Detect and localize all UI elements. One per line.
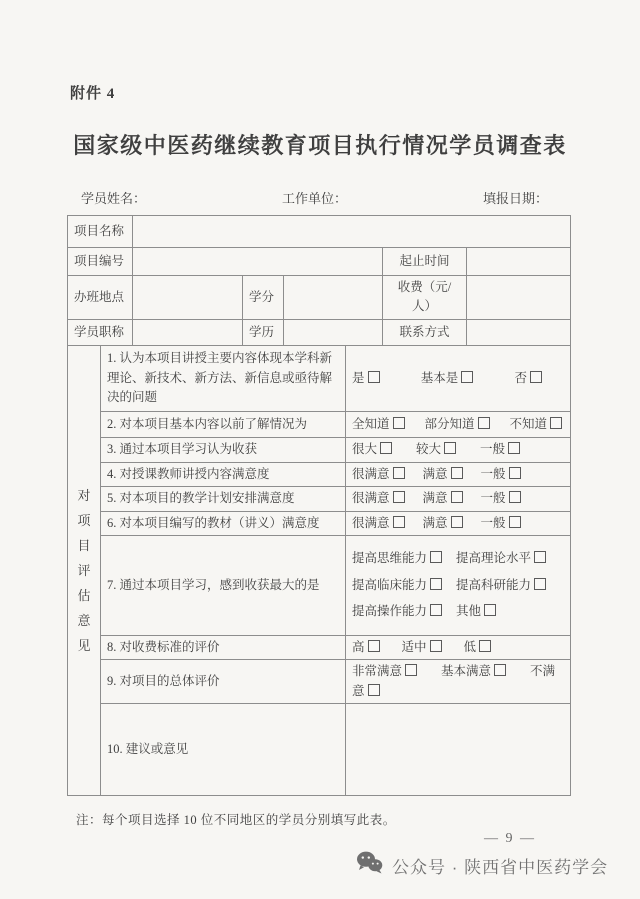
question-row-10 bbox=[68, 704, 571, 796]
checkbox-option[interactable]: 很满意 bbox=[352, 514, 405, 533]
question-10: 10. 建议或意见 bbox=[101, 704, 346, 796]
checkbox-icon[interactable] bbox=[368, 640, 380, 652]
checkbox-icon[interactable] bbox=[430, 604, 442, 616]
checkbox-option[interactable]: 提高临床能力 bbox=[352, 576, 442, 595]
question-6: 6. 对本项目编写的教材（讲义）满意度 bbox=[101, 511, 346, 535]
checkbox-option[interactable]: 提高理论水平 bbox=[456, 549, 546, 568]
checkbox-icon[interactable] bbox=[368, 371, 380, 383]
question-9: 9. 对项目的总体评价 bbox=[101, 660, 346, 704]
checkbox-option[interactable]: 满意 bbox=[423, 489, 463, 508]
checkbox-option[interactable]: 满意 bbox=[423, 465, 463, 484]
checkbox-icon[interactable] bbox=[479, 640, 491, 652]
wechat-icon bbox=[356, 851, 383, 879]
checkbox-option[interactable]: 基本满意 bbox=[441, 664, 530, 678]
checkbox-icon[interactable] bbox=[393, 417, 405, 429]
checkbox-option[interactable]: 提高操作能力 bbox=[352, 602, 442, 621]
answer-10-field[interactable] bbox=[346, 704, 571, 796]
question-1: 1. 认为本项目讲授主要内容体现本学科新理论、新技术、新方法、新信息或亟待解决的问题 bbox=[101, 345, 346, 411]
checkbox-icon[interactable] bbox=[478, 417, 490, 429]
question-row-7 bbox=[68, 535, 571, 635]
project-no-field[interactable] bbox=[133, 248, 383, 276]
credit-field[interactable] bbox=[284, 276, 383, 320]
checkbox-icon[interactable] bbox=[509, 491, 521, 503]
checkbox-option[interactable]: 提高思维能力 bbox=[352, 549, 442, 568]
page-number: — 9 — bbox=[484, 831, 536, 846]
checkbox-icon[interactable] bbox=[461, 371, 473, 383]
fee-label: 收费（元/人） bbox=[383, 276, 467, 320]
education-label: 学历 bbox=[243, 319, 284, 345]
checkbox-option[interactable]: 很满意 bbox=[352, 465, 405, 484]
answer-2 bbox=[346, 411, 571, 437]
checkbox-option[interactable]: 部分知道 bbox=[425, 415, 490, 434]
checkbox-icon[interactable] bbox=[534, 578, 546, 590]
checkbox-icon[interactable] bbox=[430, 551, 442, 563]
checkbox-icon[interactable] bbox=[430, 640, 442, 652]
project-no-label: 项目编号 bbox=[68, 248, 133, 276]
checkbox-option[interactable]: 非常满意 bbox=[352, 664, 441, 678]
checkbox-option[interactable]: 高 bbox=[352, 638, 380, 657]
checkbox-icon[interactable] bbox=[451, 467, 463, 479]
checkbox-icon[interactable] bbox=[484, 604, 496, 616]
checkbox-icon[interactable] bbox=[430, 578, 442, 590]
footnote: 注：每个项目选择 10 位不同地区的学员分别填写此表。 bbox=[76, 813, 396, 827]
checkbox-option[interactable]: 提高科研能力 bbox=[456, 576, 546, 595]
question-8: 8. 对收费标准的评价 bbox=[101, 635, 346, 659]
checkbox-option[interactable]: 是 bbox=[352, 369, 380, 388]
question-4: 4. 对授课教师讲授内容满意度 bbox=[101, 462, 346, 486]
checkbox-option[interactable]: 满意 bbox=[423, 514, 463, 533]
fee-field[interactable] bbox=[467, 276, 571, 320]
checkbox-icon[interactable] bbox=[368, 684, 380, 696]
report-date-label: 填报日期： bbox=[482, 191, 548, 206]
checkbox-icon[interactable] bbox=[494, 664, 506, 676]
checkbox-icon[interactable] bbox=[380, 442, 392, 454]
row-project-name bbox=[68, 216, 571, 248]
project-name-field[interactable] bbox=[133, 216, 571, 248]
checkbox-option[interactable]: 低 bbox=[464, 638, 492, 657]
student-name-label: 学员姓名： bbox=[81, 191, 147, 206]
work-unit-label: 工作单位： bbox=[281, 191, 347, 206]
row-project-no bbox=[68, 248, 571, 276]
footer-public-account bbox=[356, 851, 608, 879]
question-row-3 bbox=[68, 437, 571, 462]
section-label: 对项目评估意见 bbox=[77, 487, 91, 653]
row-venue bbox=[68, 276, 571, 320]
checkbox-option[interactable]: 不知道 bbox=[510, 415, 563, 434]
question-row-5 bbox=[68, 487, 571, 511]
checkbox-icon[interactable] bbox=[534, 551, 546, 563]
section-label-cell bbox=[68, 345, 101, 795]
page-title: 国家级中医药继续教育项目执行情况学员调查表 bbox=[73, 133, 567, 158]
member-title-label: 学员职称 bbox=[68, 319, 133, 345]
checkbox-option[interactable]: 一般 bbox=[481, 465, 521, 484]
checkbox-icon[interactable] bbox=[393, 491, 405, 503]
question-7: 7. 通过本项目学习，感到收获最大的是 bbox=[101, 535, 346, 635]
checkbox-icon[interactable] bbox=[451, 491, 463, 503]
contact-field[interactable] bbox=[467, 319, 571, 345]
header-fields bbox=[67, 188, 570, 207]
survey-table bbox=[67, 215, 571, 796]
checkbox-icon[interactable] bbox=[393, 516, 405, 528]
checkbox-icon[interactable] bbox=[509, 516, 521, 528]
checkbox-option[interactable]: 一般 bbox=[480, 440, 520, 459]
question-3: 3. 通过本项目学习认为收获 bbox=[101, 437, 346, 462]
footer-text: 公众号 · 陕西省中医药学会 bbox=[392, 857, 609, 877]
venue-label: 办班地点 bbox=[68, 276, 133, 320]
checkbox-icon[interactable] bbox=[508, 442, 520, 454]
checkbox-option[interactable]: 不满意 bbox=[352, 664, 556, 698]
answer-1 bbox=[346, 345, 571, 411]
checkbox-option[interactable]: 适中 bbox=[402, 638, 442, 657]
checkbox-icon[interactable] bbox=[530, 371, 542, 383]
project-name-label: 项目名称 bbox=[68, 216, 133, 248]
checkbox-option[interactable]: 一般 bbox=[481, 514, 521, 533]
answer-7 bbox=[346, 535, 571, 635]
checkbox-icon[interactable] bbox=[451, 516, 463, 528]
education-field[interactable] bbox=[284, 319, 383, 345]
question-row-8 bbox=[68, 635, 571, 659]
question-row-4 bbox=[68, 462, 571, 486]
checkbox-option[interactable]: 较大 bbox=[416, 440, 456, 459]
answer-5 bbox=[346, 487, 571, 511]
question-row-2 bbox=[68, 411, 571, 437]
checkbox-option[interactable]: 其他 bbox=[456, 602, 546, 621]
checkbox-icon[interactable] bbox=[444, 442, 456, 454]
question-2: 2. 对本项目基本内容以前了解情况为 bbox=[101, 411, 346, 437]
checkbox-option[interactable]: 全知道 bbox=[352, 415, 405, 434]
checkbox-icon[interactable] bbox=[509, 467, 521, 479]
answer-8 bbox=[346, 635, 571, 659]
credit-label: 学分 bbox=[243, 276, 284, 320]
checkbox-icon[interactable] bbox=[393, 467, 405, 479]
row-member-title bbox=[68, 319, 571, 345]
checkbox-option[interactable]: 很满意 bbox=[352, 489, 405, 508]
answer-4 bbox=[346, 462, 571, 486]
contact-label: 联系方式 bbox=[383, 319, 467, 345]
checkbox-option[interactable]: 很大 bbox=[352, 440, 392, 459]
duration-field[interactable] bbox=[467, 248, 571, 276]
question-5: 5. 对本项目的教学计划安排满意度 bbox=[101, 487, 346, 511]
checkbox-option[interactable]: 基本是 bbox=[421, 369, 474, 388]
venue-field[interactable] bbox=[133, 276, 243, 320]
question-row-6 bbox=[68, 511, 571, 535]
answer-6 bbox=[346, 511, 571, 535]
duration-label: 起止时间 bbox=[383, 248, 467, 276]
attachment-label: 附件 4 bbox=[70, 86, 116, 102]
question-row-9 bbox=[68, 660, 571, 704]
checkbox-icon[interactable] bbox=[550, 417, 562, 429]
question-row-1 bbox=[68, 345, 571, 411]
member-title-field[interactable] bbox=[133, 319, 243, 345]
checkbox-icon[interactable] bbox=[405, 664, 417, 676]
answer-3 bbox=[346, 437, 571, 462]
answer-9 bbox=[346, 660, 571, 704]
checkbox-option[interactable]: 否 bbox=[515, 369, 543, 388]
checkbox-option[interactable]: 一般 bbox=[481, 489, 521, 508]
